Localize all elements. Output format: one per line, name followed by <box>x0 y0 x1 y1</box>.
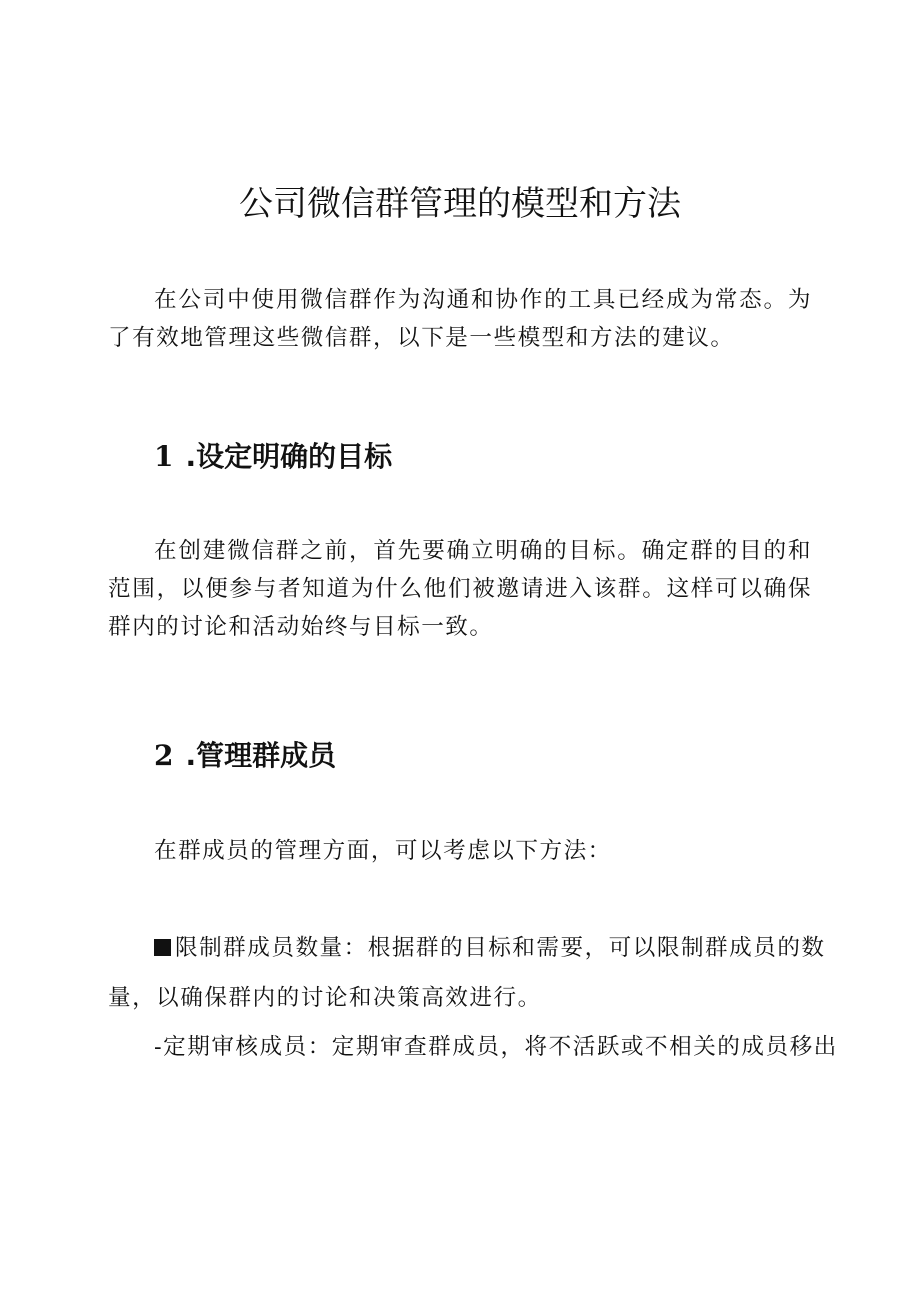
section-1-title: .设定明确的目标 <box>185 440 393 473</box>
section-2-body: 在群成员的管理方面，可以考虑以下方法： <box>154 838 612 864</box>
section-2-heading <box>154 736 336 776</box>
list-item-text: 限制群成员数量：根据群的目标和需要，可以限制群成员的数 <box>175 935 826 961</box>
section-1-number: 1 <box>154 440 174 473</box>
square-bullet-icon <box>154 939 171 956</box>
section-2-title: .管理群成员 <box>185 739 337 772</box>
dash-marker: - <box>154 1034 164 1060</box>
list-item <box>154 1028 858 1066</box>
list-item-continuation: 量，以确保群内的讨论和决策高效进行。 <box>108 985 542 1011</box>
section-1-body: 在创建微信群之前，首先要确立明确的目标。确定群的目的和范围，以便参与者知道为什么他们被邀请进入该群。这样可以确保群内的讨论和活动始终与目标一致。 <box>108 538 812 640</box>
list-item <box>154 929 858 967</box>
intro-paragraph: 在公司中使用微信群作为沟通和协作的工具已经成为常态。为了有效地管理这些微信群，以下是一些模型和方法的建议。 <box>108 287 812 351</box>
section-2-number: 2 <box>154 739 174 772</box>
section-1-heading <box>154 437 392 477</box>
document-title: 公司微信群管理的模型和方法 <box>239 184 681 224</box>
list-item-text: 定期审核成员：定期审查群成员，将不活跃或不相关的成员移出 <box>163 1034 838 1060</box>
